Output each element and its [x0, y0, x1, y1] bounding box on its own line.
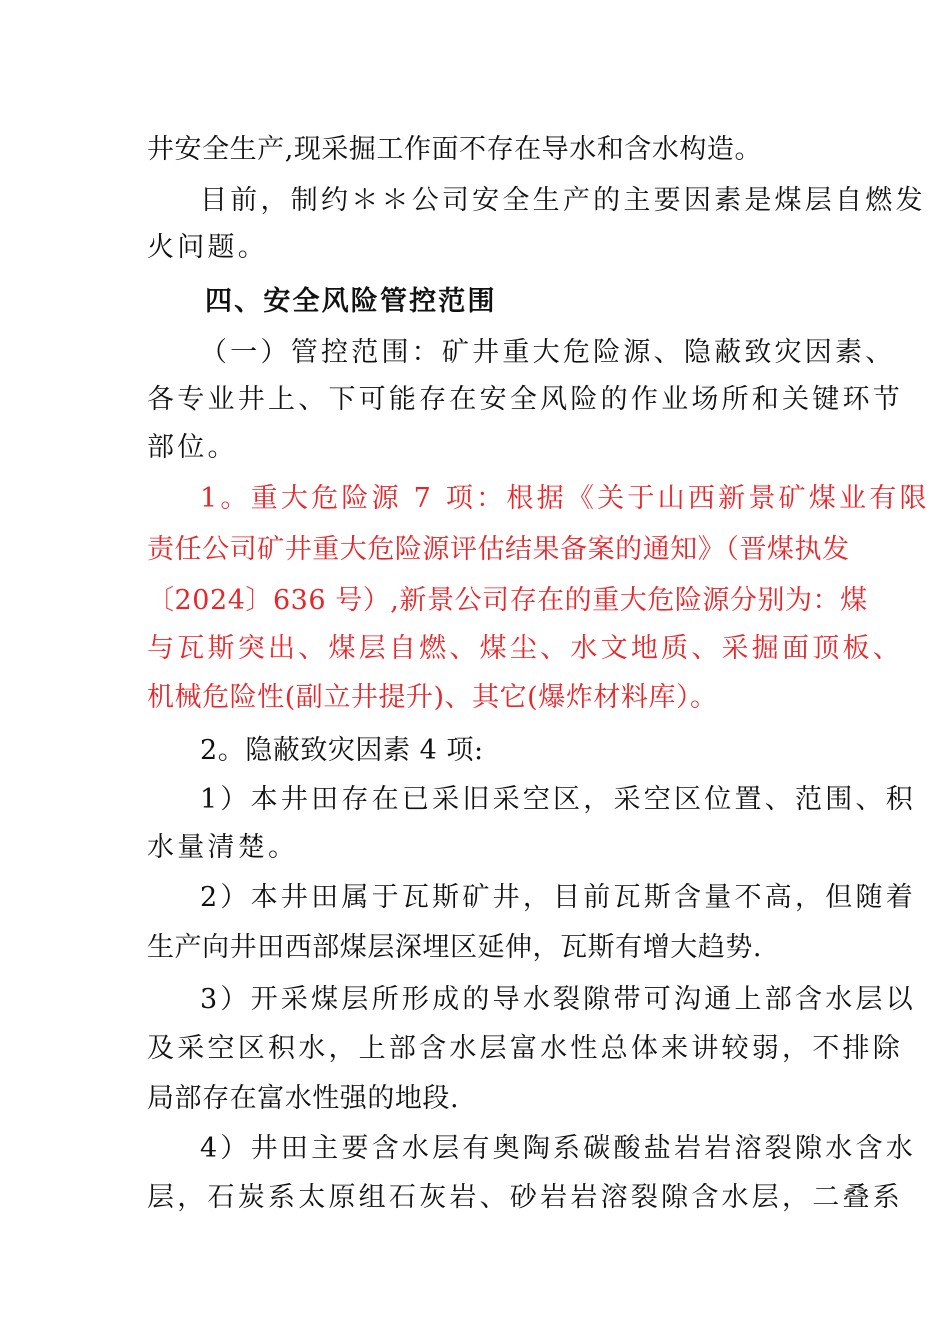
highlighted-line: 1。重大危险源 7 项：根据《关于山西新景矿煤业有限	[200, 483, 930, 514]
paragraph-line: 水量清楚。	[147, 832, 299, 863]
paragraph-line: 局部存在富水性强的地段.	[147, 1083, 460, 1114]
paragraph-line: 及采空区积水，上部含水层富水性总体来讲较弱，不排除	[147, 1033, 903, 1064]
paragraph-line: 1）本井田存在已采旧采空区，采空区位置、范围、积	[200, 784, 916, 815]
highlighted-line: 机械危险性(副立井提升)、其它(爆炸材料库）。	[147, 682, 718, 713]
paragraph-line: 2。隐蔽致灾因素 4 项:	[200, 735, 484, 766]
paragraph-line: 井安全生产,现采掘工作面不存在导水和含水构造。	[147, 134, 763, 165]
paragraph-line: 生产向井田西部煤层深埋区延伸，瓦斯有增大趋势.	[147, 932, 763, 963]
paragraph-line: 3）开采煤层所形成的导水裂隙带可沟通上部含水层以	[200, 984, 916, 1015]
paragraph-line: 4）井田主要含水层有奥陶系碳酸盐岩岩溶裂隙水含水	[200, 1133, 916, 1164]
paragraph-line: （一）管控范围：矿井重大危险源、隐蔽致灾因素、	[200, 337, 896, 368]
section-heading: 四、安全风险管控范围	[205, 286, 497, 317]
paragraph-line: 2）本井田属于瓦斯矿井，目前瓦斯含量不高，但随着	[200, 882, 916, 913]
paragraph-line: 火问题。	[147, 232, 268, 263]
highlighted-line: 责任公司矿井重大危险源评估结果备案的通知》（晋煤执发	[147, 534, 850, 565]
paragraph-line: 目前，制约＊＊公司安全生产的主要因素是煤层自燃发	[200, 185, 926, 216]
paragraph-line: 层，石炭系太原组石灰岩、砂岩岩溶裂隙含水层，二叠系	[147, 1182, 903, 1213]
highlighted-line: 与瓦斯突出、煤层自燃、煤尘、水文地质、采掘面顶板、	[147, 633, 903, 664]
paragraph-line: 各专业井上、下可能存在安全风险的作业场所和关键环节	[147, 384, 903, 415]
highlighted-line: 〔2024〕636 号）,新景公司存在的重大危险源分别为：煤	[147, 585, 868, 616]
paragraph-line: 部位。	[147, 432, 238, 463]
